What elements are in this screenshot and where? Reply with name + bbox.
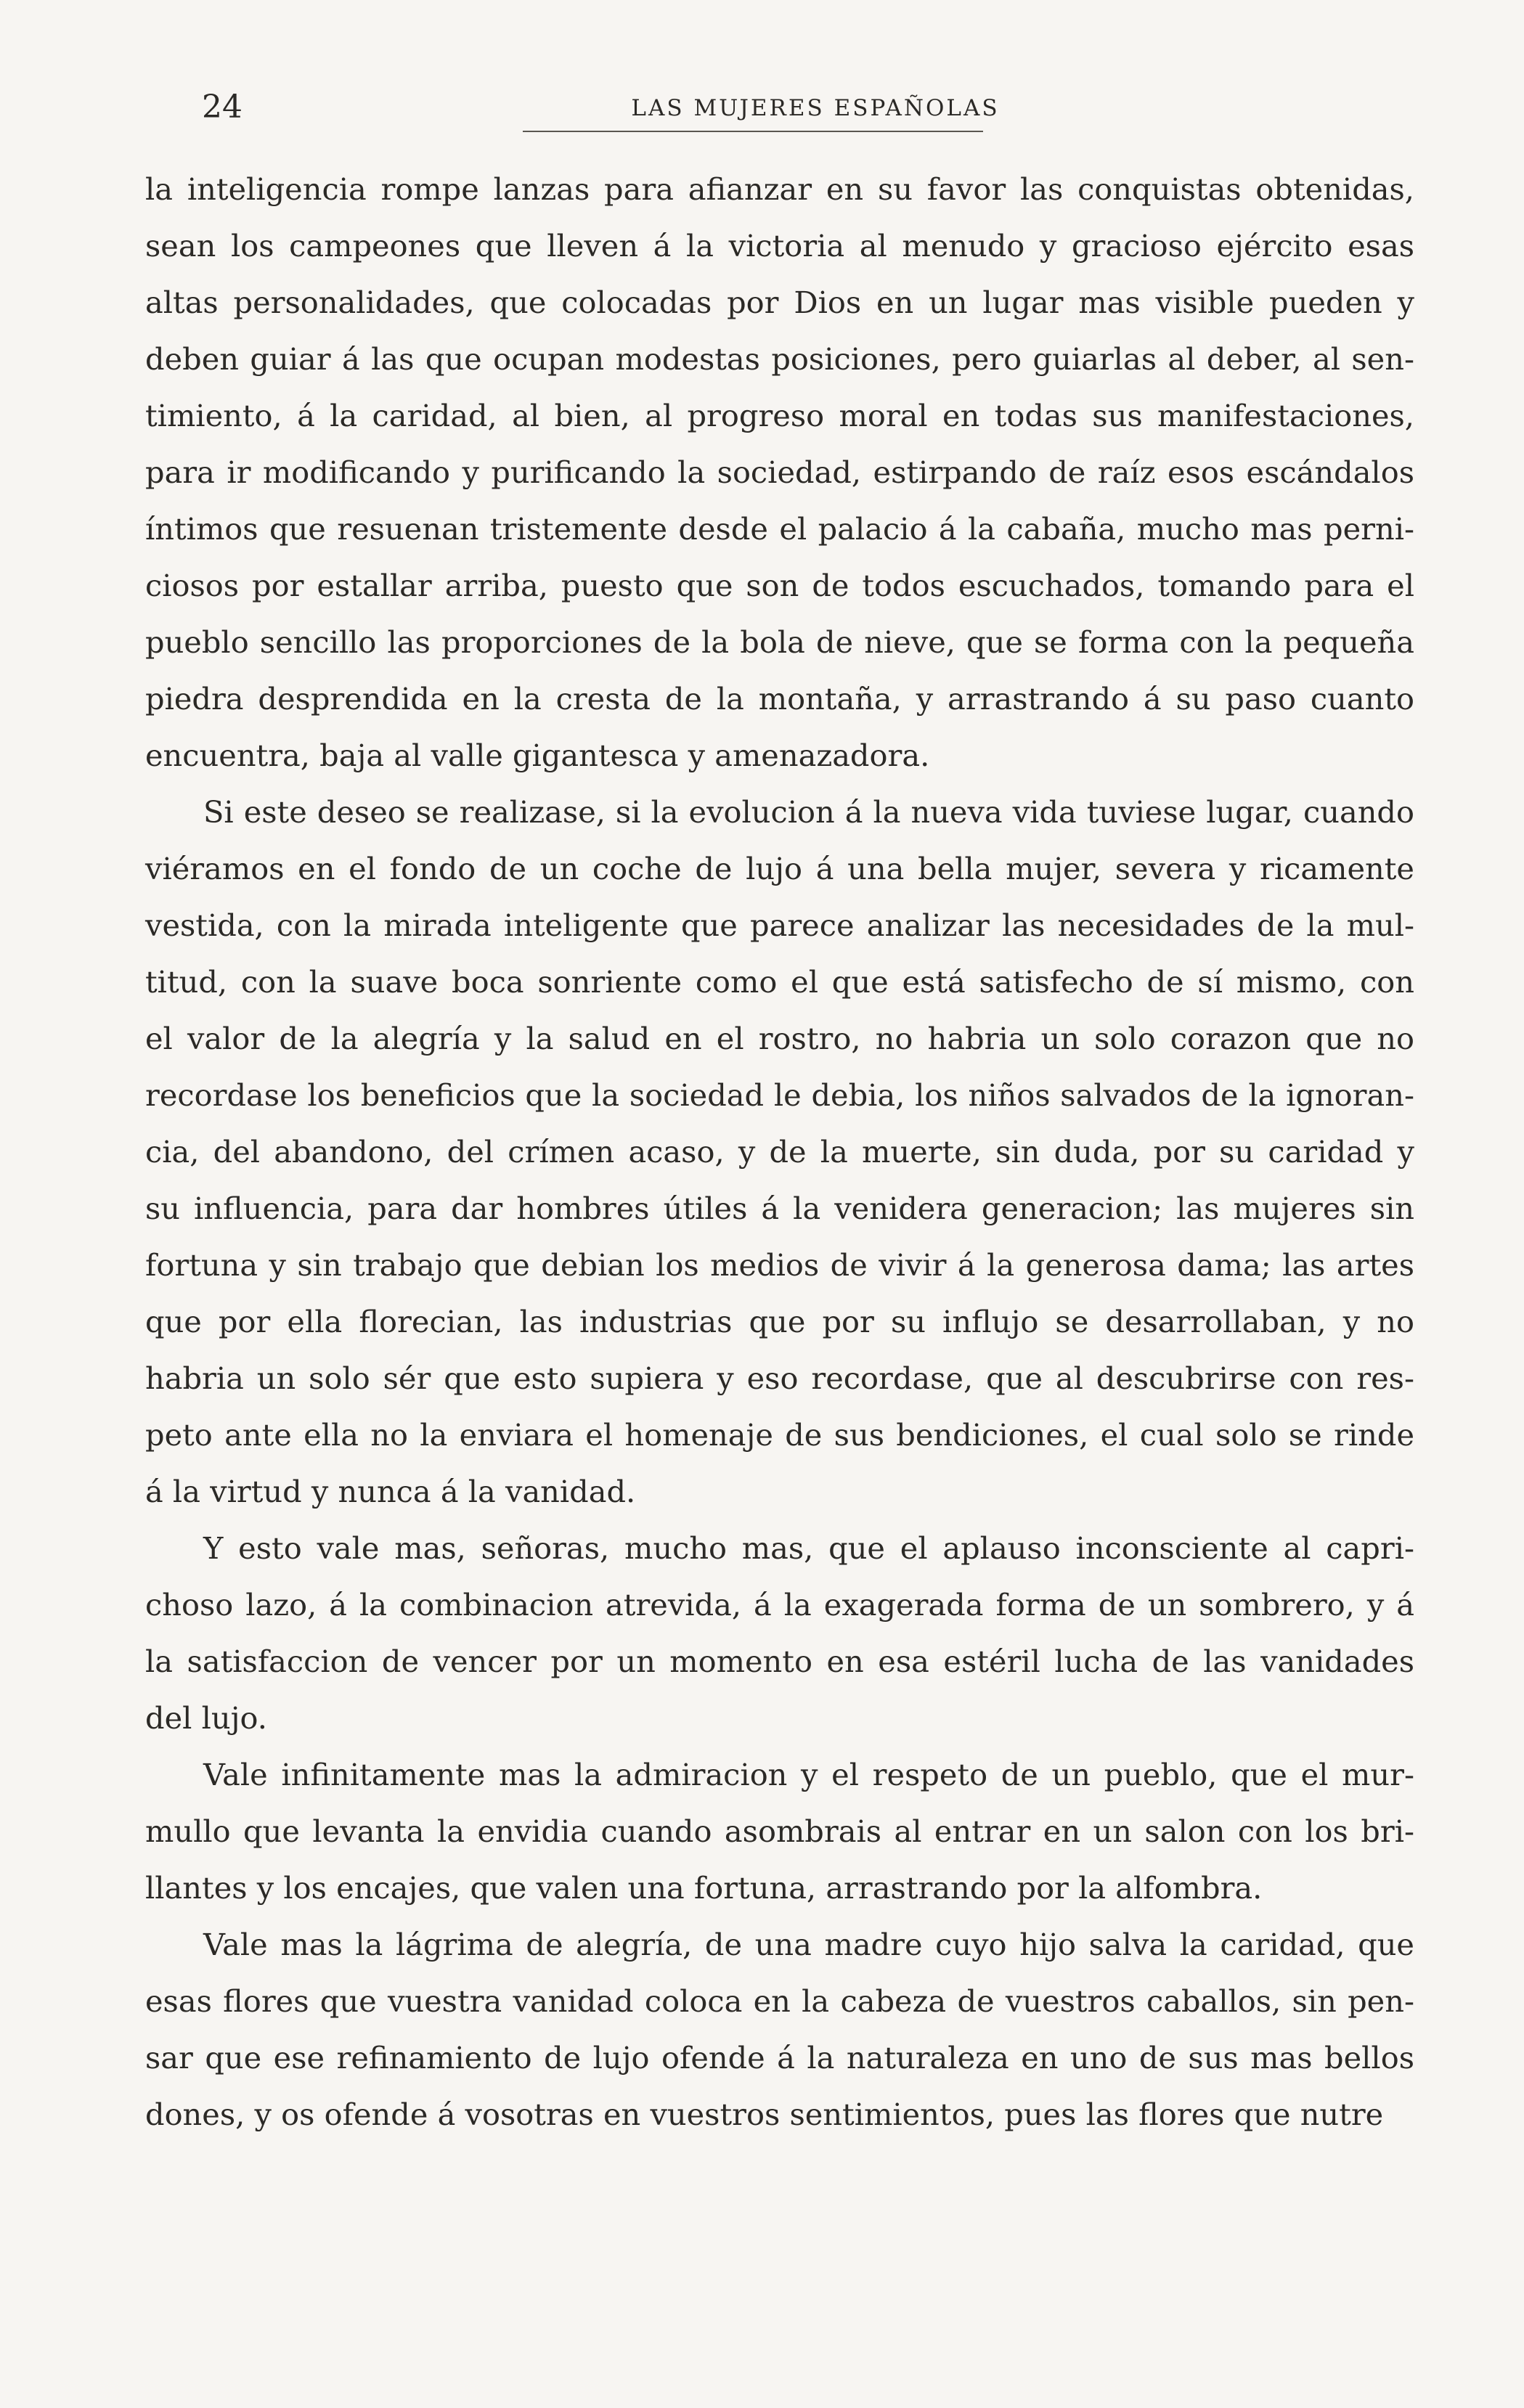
text-line: choso lazo, á la combinacion atrevida, á la exagerada forma de un sombrero, y á	[145, 1587, 1414, 1623]
paragraph	[145, 1747, 1414, 1917]
text-line: timiento, á la caridad, al bien, al progreso moral en todas sus manifestaciones,	[145, 398, 1414, 433]
text-line: Vale infinitamente mas la admiracion y el respeto de un pueblo, que el mur-	[203, 1757, 1414, 1792]
text-line: Y esto vale mas, señoras, mucho mas, que el aplauso inconsciente al capri-	[203, 1530, 1414, 1566]
text-line: encuentra, baja al valle gigantesca y amenazadora.	[145, 738, 930, 773]
text-line: sar que ese refinamiento de lujo ofende á la naturaleza en uno de sus mas bellos	[145, 2040, 1414, 2076]
text-line: que por ella florecian, las industrias que por su influjo se desarrollaban, y no	[145, 1304, 1414, 1339]
text-line: fortuna y sin trabajo que debian los medios de vivir á la generosa dama; las artes	[145, 1247, 1414, 1283]
text-line: peto ante ella no la enviara el homenaje de sus bendiciones, el cual solo se rinde	[145, 1417, 1414, 1453]
text-line: piedra desprendida en la cresta de la montaña, y arrastrando á su paso cuanto	[145, 681, 1414, 717]
text-line: Si este deseo se realizase, si la evolucion á la nueva vida tuviese lugar, cuando	[203, 794, 1414, 830]
text-line: el valor de la alegría y la salud en el rostro, no habria un solo corazon que no	[145, 1021, 1414, 1056]
text-line: íntimos que resuenan tristemente desde el palacio á la cabaña, mucho mas perni-	[145, 511, 1414, 547]
text-line: pueblo sencillo las proporciones de la bola de nieve, que se forma con la pequeña	[145, 624, 1414, 660]
paragraph	[145, 1917, 1414, 2143]
paragraph	[145, 161, 1414, 784]
text-line: vestida, con la mirada inteligente que parece analizar las necesidades de la mul-	[145, 907, 1414, 943]
text-line: deben guiar á las que ocupan modestas posiciones, pero guiarlas al deber, al sen-	[145, 341, 1414, 377]
text-line: recordase los beneficios que la sociedad le debia, los niños salvados de la ignoran-	[145, 1077, 1414, 1113]
text-line: su influencia, para dar hombres útiles á la venidera generacion; las mujeres sin	[145, 1191, 1414, 1226]
text-line: viéramos en el fondo de un coche de lujo á una bella mujer, severa y ricamente	[145, 851, 1414, 886]
page-header	[202, 86, 1429, 129]
text-line: á la virtud y nunca á la vanidad.	[145, 1474, 636, 1509]
paragraph	[145, 1520, 1414, 1747]
text-line: habria un solo sér que esto supiera y eso recordase, que al descubrirse con res-	[145, 1360, 1414, 1396]
body-text	[145, 161, 1414, 2143]
text-line: para ir modificando y purificando la sociedad, estirpando de raíz esos escándalos	[145, 454, 1414, 490]
text-line: del lujo.	[145, 1700, 267, 1736]
paragraph	[145, 784, 1414, 1520]
text-line: ciosos por estallar arriba, puesto que son de todos escuchados, tomando para el	[145, 568, 1414, 603]
text-line: la inteligencia rompe lanzas para afianzar en su favor las conquistas obtenidas,	[145, 171, 1414, 207]
text-line: altas personalidades, que colocadas por Dios en un lugar mas visible pueden y	[145, 285, 1414, 320]
header-rule	[523, 131, 983, 132]
text-line: dones, y os ofende á vosotras en vuestros sentimientos, pues las flores que nutre	[145, 2097, 1384, 2132]
text-line: esas flores que vuestra vanidad coloca en la cabeza de vuestros caballos, sin pen-	[145, 1983, 1414, 2019]
text-line: Vale mas la lágrima de alegría, de una madre cuyo hijo salva la caridad, que	[203, 1927, 1414, 1962]
text-line: cia, del abandono, del crímen acaso, y de la muerte, sin duda, por su caridad y	[145, 1134, 1414, 1170]
text-line: mullo que levanta la envidia cuando asombrais al entrar en un salon con los bri-	[145, 1813, 1414, 1849]
running-title: LAS MUJERES ESPAÑOLAS	[631, 95, 1000, 121]
text-line: titud, con la suave boca sonriente como el que está satisfecho de sí mismo, con	[145, 964, 1414, 1000]
text-line: sean los campeones que lleven á la victoria al menudo y gracioso ejército esas	[145, 228, 1414, 264]
text-line: llantes y los encajes, que valen una fortuna, arrastrando por la alfombra.	[145, 1870, 1263, 1906]
page-number: 24	[202, 89, 243, 126]
text-line: la satisfaccion de vencer por un momento en esa estéril lucha de las vanidades	[145, 1644, 1414, 1679]
